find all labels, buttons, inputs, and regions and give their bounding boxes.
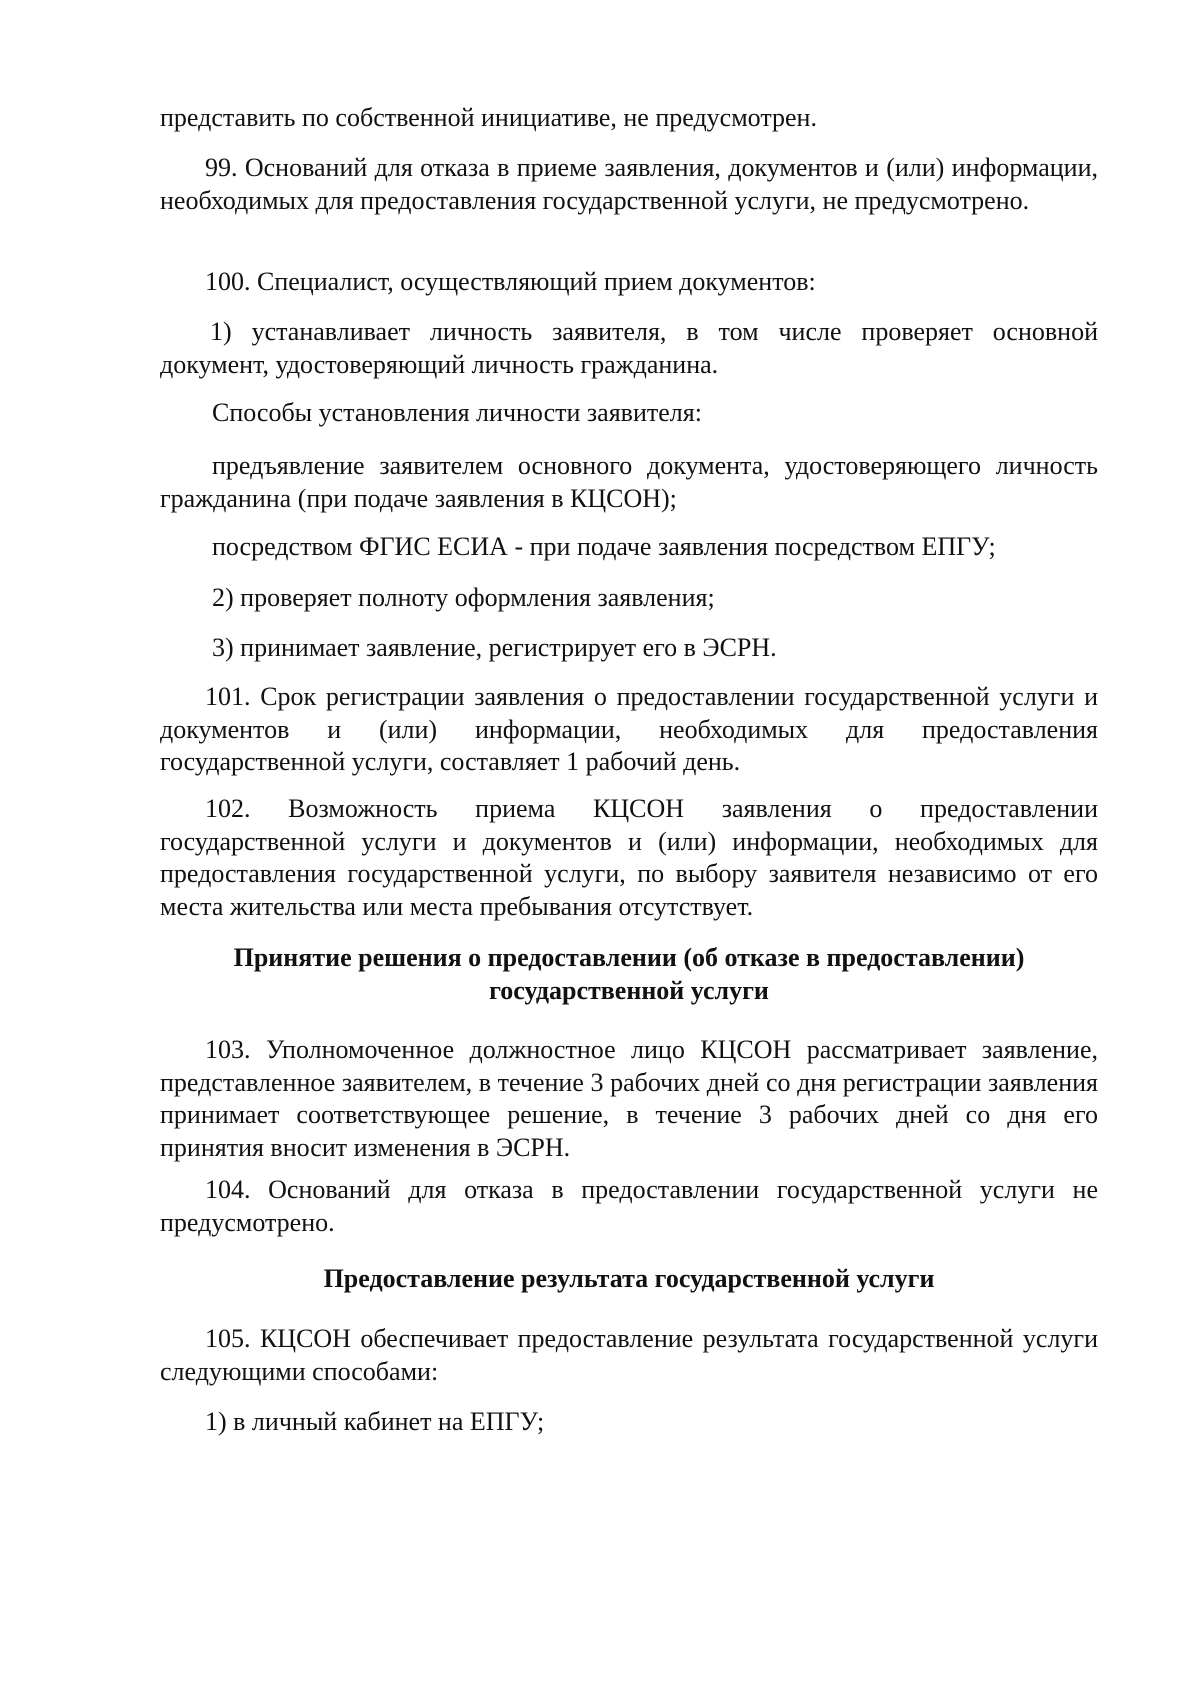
paragraph-104 — [160, 1174, 1098, 1239]
paragraph-100 — [160, 266, 1098, 299]
paragraph-101 — [160, 681, 1098, 779]
section-heading-result — [160, 1263, 1098, 1296]
paragraph-100-item-1 — [160, 316, 1098, 381]
paragraph-text: 103. Уполномоченное должностное лицо КЦСОН рассматривает заявление, представленное заявителем, в течение 3 рабочих дней со дня регистрации заявления принимает соответствующее решение, в течение 3 рабочих дней со дня его принятия вносит изменения в ЭСРН. — [160, 1035, 1098, 1162]
paragraph-103 — [160, 1034, 1098, 1164]
paragraph-text: Способы установления личности заявителя: — [212, 398, 702, 427]
heading-line: Принятие решения о предоставлении (об отказе в предоставлении) — [233, 943, 1025, 972]
paragraph-text: 100. Специалист, осуществляющий прием документов: — [205, 267, 816, 296]
paragraph-text: 1) устанавливает личность заявителя, в том числе проверяет основной документ, удостоверяющий личность гражданина. — [160, 317, 1098, 379]
paragraph-105-item-1 — [160, 1406, 1098, 1439]
paragraph-text: представить по собственной инициативе, не предусмотрен. — [160, 103, 817, 132]
paragraph-100-item-2 — [160, 582, 1098, 615]
paragraph-method-document — [160, 450, 1098, 515]
paragraph-105 — [160, 1323, 1098, 1388]
paragraph-100-item-3 — [160, 632, 1098, 665]
paragraph-text: 102. Возможность приема КЦСОН заявления о предоставлении государственной услуги и документов и (или) информации, необходимых для предоставления государственной услуги, по выбору заявителя независимо от его места жительства или места пребывания отсутствует. — [160, 794, 1098, 921]
section-heading-decision — [160, 942, 1098, 1007]
heading-line: государственной услуги — [489, 975, 769, 1005]
paragraph-text: 99. Оснований для отказа в приеме заявления, документов и (или) информации, необходимых для предоставления государственной услуги, не предусмотрено. — [160, 153, 1098, 215]
paragraph-method-esia — [160, 531, 1098, 564]
paragraph-text: 2) проверяет полноту оформления заявления; — [212, 583, 715, 612]
paragraph-continuation — [160, 102, 1098, 135]
paragraph-text: 104. Оснований для отказа в предоставлении государственной услуги не предусмотрено. — [160, 1175, 1098, 1237]
paragraph-identification-methods — [160, 397, 1098, 430]
paragraph-text: 101. Срок регистрации заявления о предоставлении государственной услуги и документов и (или) информации, необходимых для предоставления государственной услуги, составляет 1 рабочий день. — [160, 682, 1098, 776]
paragraph-text: 105. КЦСОН обеспечивает предоставление результата государственной услуги следующими способами: — [160, 1324, 1098, 1386]
paragraph-text: 3) принимает заявление, регистрирует его в ЭСРН. — [212, 633, 777, 662]
paragraph-99 — [160, 152, 1098, 217]
paragraph-102 — [160, 793, 1098, 923]
paragraph-text: посредством ФГИС ЕСИА - при подаче заявления посредством ЕПГУ; — [212, 532, 996, 561]
paragraph-text: 1) в личный кабинет на ЕПГУ; — [205, 1407, 545, 1436]
heading-line: Предоставление результата государственной услуги — [323, 1264, 935, 1293]
paragraph-text: предъявление заявителем основного документа, удостоверяющего личность гражданина (при подаче заявления в КЦСОН); — [160, 451, 1098, 513]
